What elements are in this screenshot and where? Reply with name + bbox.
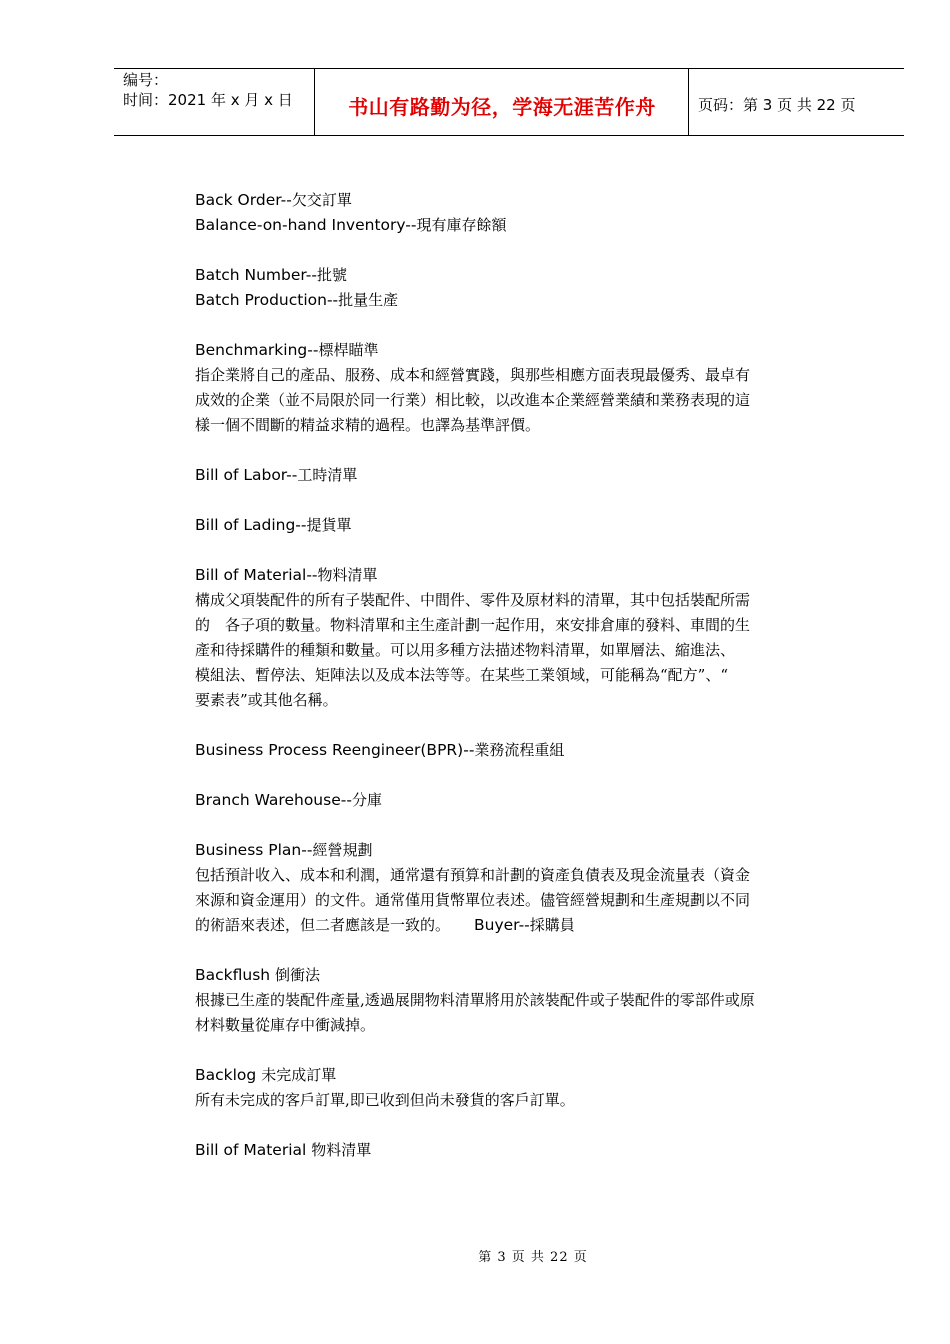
term-text: Bill of Lading-- — [195, 516, 307, 534]
footer-page-number: 第 3 页 共 22 页 — [478, 1250, 588, 1265]
glossary-content — [195, 188, 825, 1163]
term-text: Backlog — [195, 1066, 262, 1084]
description-line: 材料數量從庫存中衝減掉。 — [195, 1016, 376, 1034]
term-translation: 未完成訂單 — [261, 1066, 337, 1084]
term-translation: 物料清單 — [317, 566, 378, 584]
term-text: Bill of Material — [195, 1141, 312, 1159]
term-text: Batch Number-- — [195, 266, 317, 284]
spacer — [195, 1113, 825, 1138]
spacer — [195, 713, 825, 738]
spacer — [195, 938, 825, 963]
entry-batch-number — [195, 263, 825, 288]
term-text: Business Plan-- — [195, 841, 313, 859]
term-translation: 現有庫存餘額 — [416, 216, 507, 234]
entry-balance-on-hand — [195, 213, 825, 238]
page-info: 页码：第 3 页 共 22 页 — [698, 96, 856, 114]
description-line: 成效的企業（並不局限於同一行業）相比較，以改進本企業經營業績和業務表現的這 — [195, 391, 751, 409]
header-meta-cell — [114, 69, 315, 135]
term-translation: 採購員 — [529, 916, 575, 934]
description-line: 根據已生產的裝配件產量,透過展開物料清單將用於該裝配件或子裝配件的零部件或原 — [195, 991, 755, 1009]
term-translation: 提貨單 — [306, 516, 352, 534]
description-line-with-term — [195, 913, 825, 938]
description-text: 的術語來表述，但二者應該是一致的。 — [195, 916, 451, 934]
spacer — [195, 813, 825, 838]
page-footer — [0, 1246, 950, 1265]
entry-bpr — [195, 738, 825, 763]
header-motto-cell — [315, 69, 689, 135]
term-text: Bill of Labor-- — [195, 466, 298, 484]
description-line: 指企業將自己的產品、服務、成本和經營實踐，與那些相應方面表現最優秀、最卓有 — [195, 366, 751, 384]
term-translation: 分庫 — [351, 791, 382, 809]
term-text: Benchmarking-- — [195, 341, 319, 359]
entry-backflush — [195, 963, 825, 988]
description-line: 構成父項裝配件的所有子裝配件、中間件、零件及原材料的清單，其中包括裝配所需 — [195, 591, 751, 609]
term-text: Backflush — [195, 966, 276, 984]
term-text: Batch Production-- — [195, 291, 339, 309]
term-translation: 業務流程重組 — [474, 741, 565, 759]
description-line: 包括預計收入、成本和利潤，通常還有預算和計劃的資產負債表及現金流量表（資金 — [195, 866, 751, 884]
entry-batch-production — [195, 288, 825, 313]
entry-back-order — [195, 188, 825, 213]
code-label: 编号： — [123, 71, 169, 89]
description-line: 來源和資金運用）的文件。通常僅用貨幣單位表述。儘管經營規劃和生產規劃以不同 — [195, 891, 751, 909]
entry-business-plan — [195, 838, 825, 863]
description-line: 產和待採購件的種類和數量。可以用多種方法描述物料清單，如單層法、縮進法、 — [195, 641, 736, 659]
spacer — [195, 438, 825, 463]
description-line: 的 各子項的數量。物料清單和主生產計劃一起作用，來安排倉庫的發料、車間的生 — [195, 616, 751, 634]
term-translation: 欠交訂單 — [291, 191, 352, 209]
term-translation: 工時清單 — [297, 466, 358, 484]
description-line: 樣一個不間斷的精益求精的過程。也譯為基準評價。 — [195, 416, 541, 434]
term-text: Business Process Reengineer(BPR)-- — [195, 741, 475, 759]
spacer — [195, 538, 825, 563]
motto-text: 书山有路勤为径，学海无涯苦作舟 — [348, 95, 656, 119]
spacer — [195, 313, 825, 338]
spacer — [195, 763, 825, 788]
entry-benchmarking — [195, 338, 825, 363]
time-label: 时间：2021 年 x 月 x 日 — [123, 91, 293, 109]
entry-bill-of-material-2 — [195, 1138, 825, 1163]
term-translation: 物料清單 — [311, 1141, 372, 1159]
spacer — [195, 1038, 825, 1063]
entry-backlog — [195, 1063, 825, 1088]
term-text: Branch Warehouse-- — [195, 791, 352, 809]
page-header — [114, 68, 904, 136]
term-translation: 批量生產 — [338, 291, 399, 309]
term-text: Buyer-- — [474, 916, 530, 934]
header-page-cell — [689, 69, 904, 135]
description-line: 所有未完成的客戶訂單,即已收到但尚未發貨的客戶訂單。 — [195, 1091, 575, 1109]
description-line: 模組法、暫停法、矩陣法以及成本法等等。在某些工業領域，可能稱為“配方”、“ — [195, 666, 729, 684]
spacer — [195, 488, 825, 513]
term-translation: 經營規劃 — [312, 841, 373, 859]
term-translation: 批號 — [316, 266, 347, 284]
spacer — [195, 238, 825, 263]
term-translation: 倒衝法 — [275, 966, 321, 984]
term-text: Bill of Material-- — [195, 566, 318, 584]
term-translation: 標桿瞄準 — [318, 341, 379, 359]
description-line: 要素表”或其他名稱。 — [195, 691, 338, 709]
term-text: Back Order-- — [195, 191, 292, 209]
entry-branch-warehouse — [195, 788, 825, 813]
entry-bill-of-labor — [195, 463, 825, 488]
term-text: Balance-on-hand Inventory-- — [195, 216, 417, 234]
entry-bill-of-material — [195, 563, 825, 588]
entry-bill-of-lading — [195, 513, 825, 538]
